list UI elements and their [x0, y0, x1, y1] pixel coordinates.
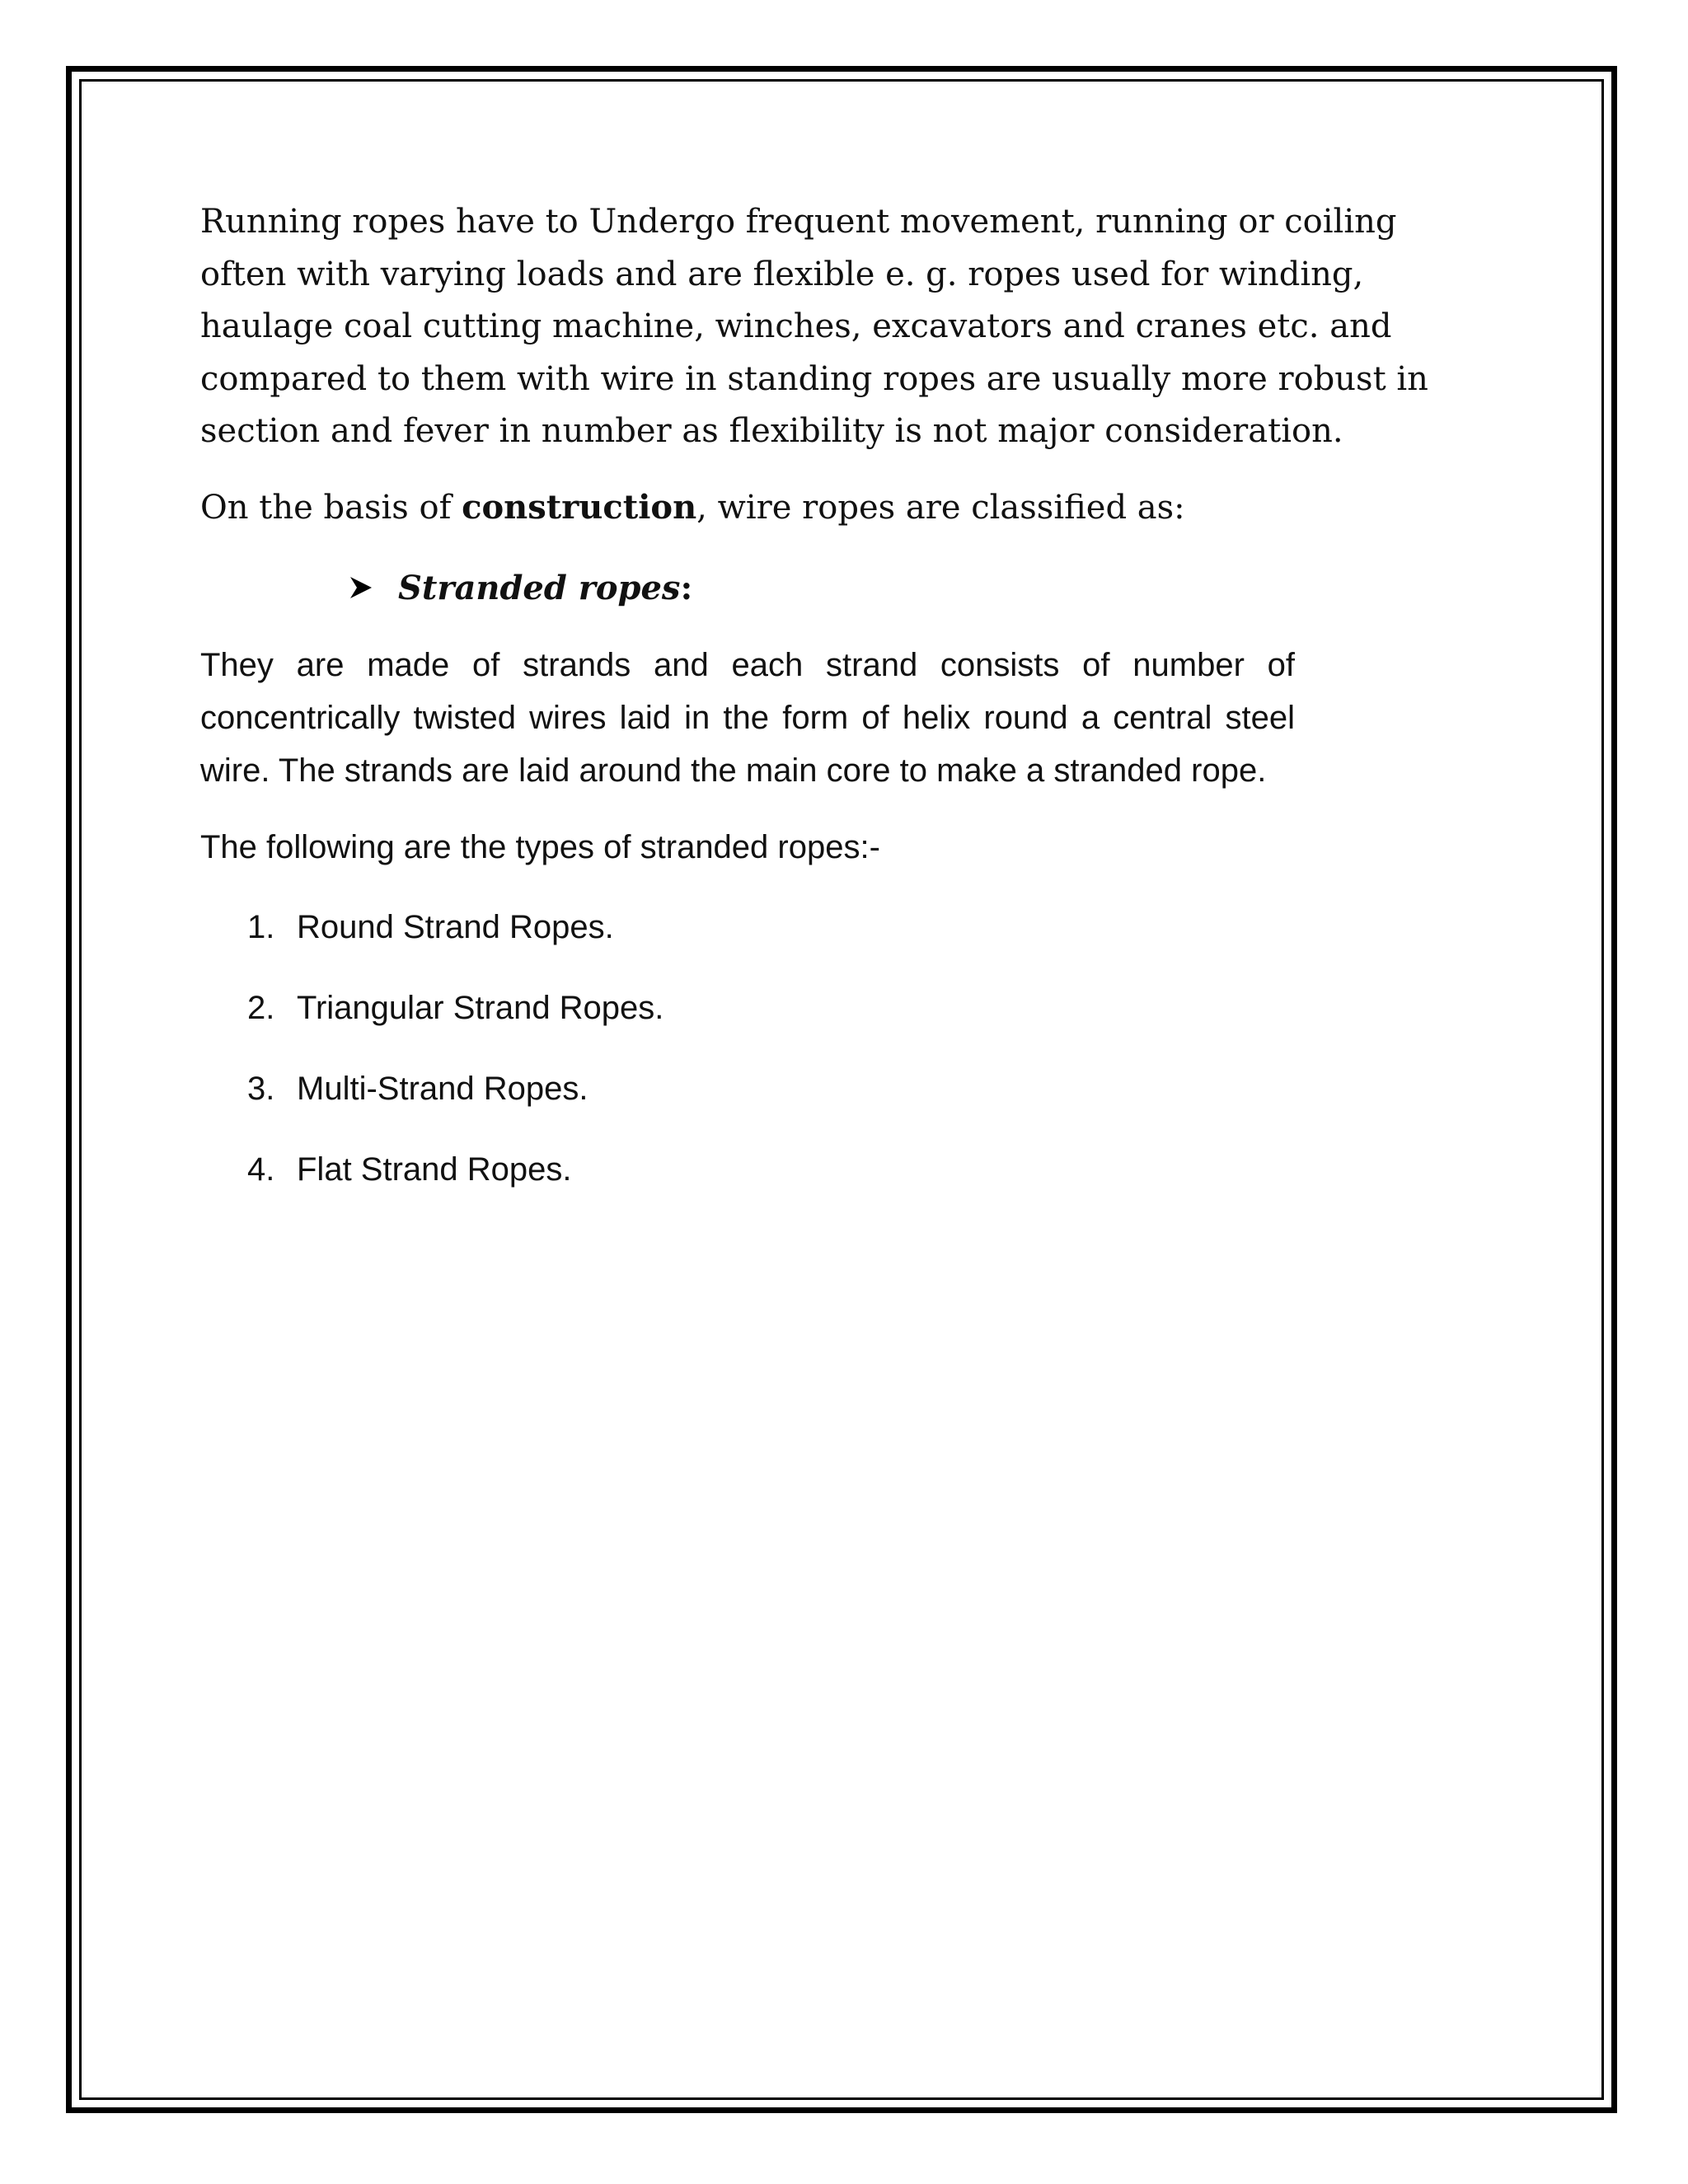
list-item-number: 3. [247, 1070, 275, 1107]
list-item-label: Multi-Strand Ropes. [297, 1070, 588, 1107]
classification-paragraph [200, 481, 1494, 534]
classification-bold-term: construction [462, 487, 697, 527]
classification-suffix: , wire ropes are classified as: [696, 488, 1185, 527]
stranded-types-intro: The following are the types of stranded ropes:- [200, 828, 880, 865]
running-ropes-paragraph: Running ropes have to Undergo frequent movement, running or coiling often with varying loads and are flexible e. g. ropes used for winding, haulage coal cutting machine, winches, excavators and cranes etc. and compared to them with wire in standing ropes are usually more robust in section and fever in number as flexibility is not major consideration. [200, 203, 1428, 450]
list-item-label: Triangular Strand Ropes. [297, 989, 664, 1026]
page-content [200, 196, 1494, 1225]
stranded-types-list [247, 902, 1494, 1196]
list-item-number: 1. [247, 908, 275, 945]
list-item-label: Flat Strand Ropes. [297, 1151, 572, 1188]
stranded-ropes-bullet [349, 562, 1494, 614]
stranded-ropes-description: They are made of strands and each strand consists of number of concentrically twisted wires laid in the form of helix round a central steel wire. The strands are laid around the main core to make a stranded rope. [200, 646, 1295, 789]
stranded-ropes-heading: Stranded ropes [398, 568, 681, 607]
list-item [247, 1144, 1494, 1196]
stranded-ropes-colon: : [680, 568, 693, 607]
list-item-number: 4. [247, 1151, 275, 1188]
list-item-label: Round Strand Ropes. [297, 908, 614, 945]
list-item [247, 982, 1494, 1034]
classification-prefix: On the basis of [200, 488, 462, 527]
list-item-number: 2. [247, 989, 275, 1026]
list-item [247, 1063, 1494, 1115]
arrow-right-icon [349, 575, 373, 600]
list-item [247, 902, 1494, 954]
